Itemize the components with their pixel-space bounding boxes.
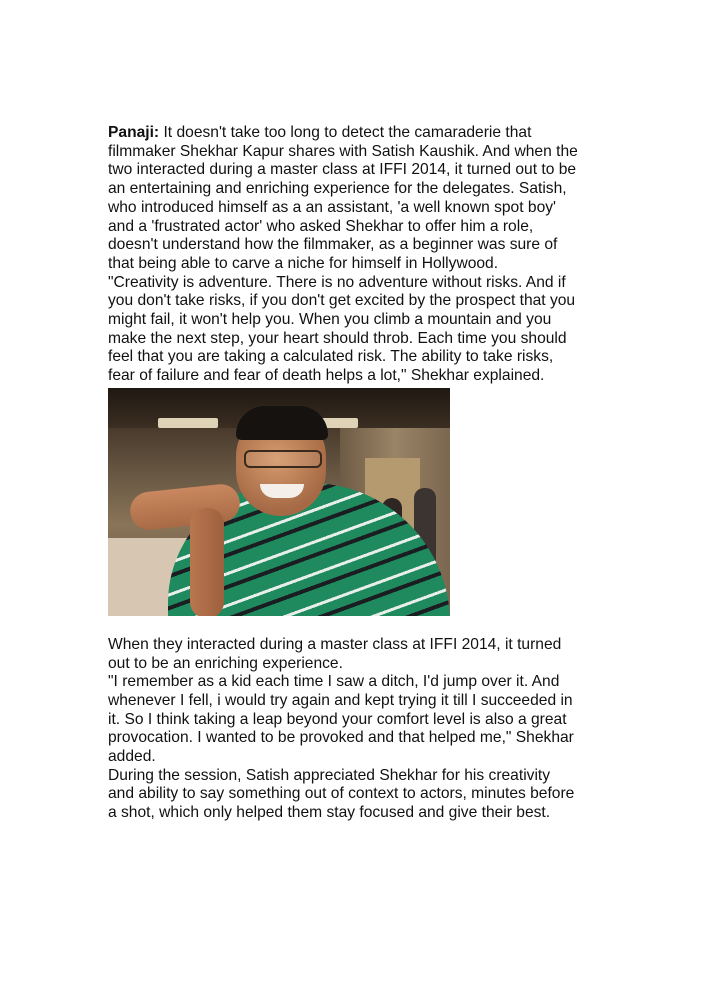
photo-glasses (244, 450, 322, 468)
paragraph-4: "I remember as a kid each time I saw a ditch, I'd jump over it. And whenever I fell, i would try again and kept trying it till I succeeded in it. So I think taking a leap beyond your comfort level is also a great provocation. I wanted to be provoked and that helped me," Shekhar added. (108, 673, 574, 766)
photo-ceiling-light (158, 418, 218, 428)
dateline: Panaji: (108, 124, 160, 141)
photo-smile (260, 484, 304, 498)
paragraph-1 (108, 124, 578, 274)
paragraph-1-text: It doesn't take too long to detect the camaraderie that filmmaker Shekhar Kapur shares with Satish Kaushik. And when the two interacted during a master class at IFFI 2014, it turned out to be an entertaining and enriching experience for the delegates. Satish, who introduced himself as a an assistant, 'a well known spot boy' and a 'frustrated actor' who asked Shekhar to offer him a role, doesn't understand how the filmmaker, as a beginner was sure of that being able to carve a niche for himself in Hollywood. (108, 124, 578, 272)
photo-hair (236, 406, 328, 440)
article-photo (108, 388, 450, 616)
paragraph-3: When they interacted during a master class at IFFI 2014, it turned out to be an enriching experience. (108, 635, 562, 672)
paragraph-2: "Creativity is adventure. There is no adventure without risks. And if you don't take risks, if you don't get excited by the prospect that you might fail, it won't help you. When you climb a mountain and you make the next step, your heart should throb. Each time you should feel that you are taking a calculated risk. The ability to take risks, fear of failure and fear of death helps a lot," Shekhar explained. (108, 273, 576, 385)
paragraph-5: During the session, Satish appreciated Shekhar for his creativity and ability to say something out of context to actors, minutes before a shot, which only helped them stay focused and give their best. (108, 766, 575, 822)
article-body (108, 124, 578, 823)
photo-forearm (190, 508, 224, 616)
